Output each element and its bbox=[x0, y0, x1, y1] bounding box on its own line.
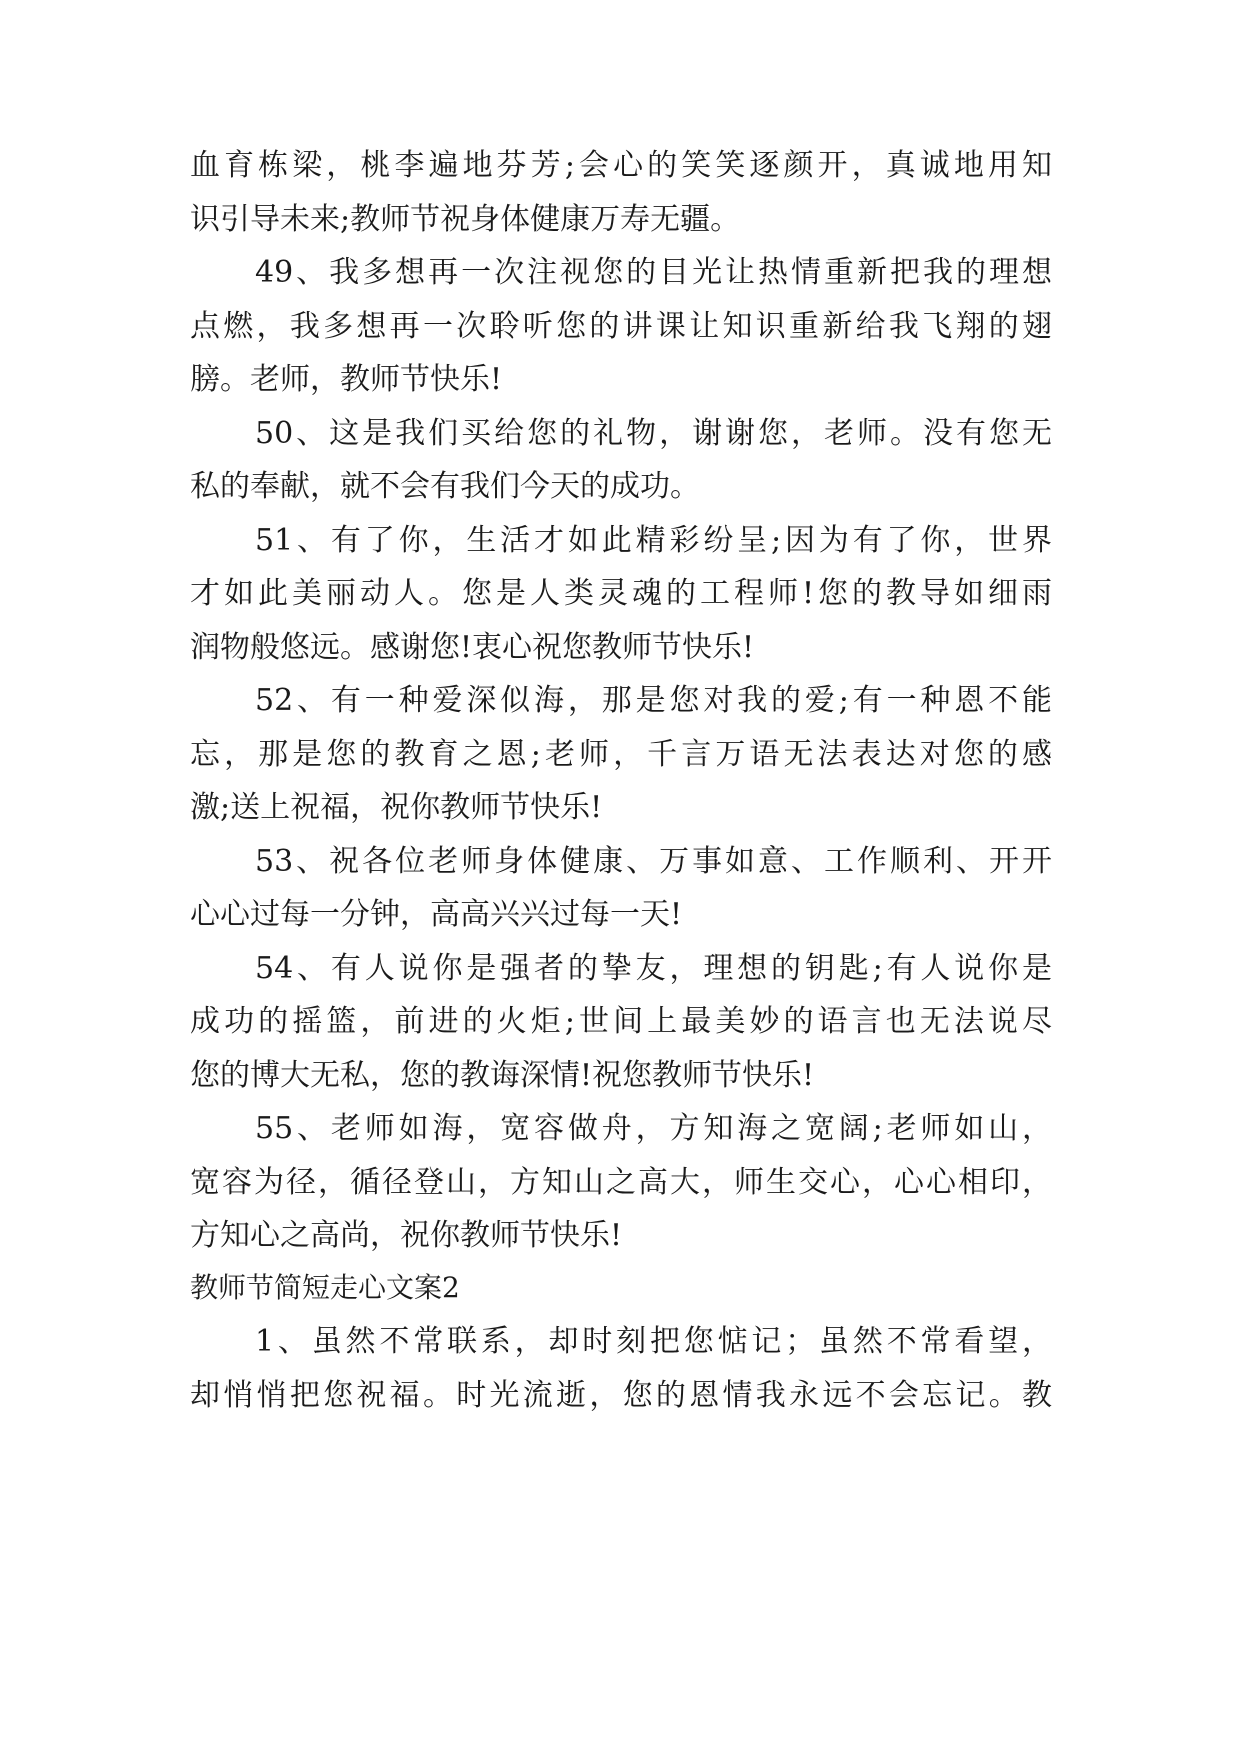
paragraph-first-line: 53、祝各位老师身体健康、万事如意、工作顺利、开开 bbox=[255, 844, 1052, 879]
text-line: 宽容为径，循径登山，方知山之高大，师生交心，心心相印， bbox=[190, 1165, 1052, 1200]
text-line: 却悄悄把您祝福。时光流逝，您的恩情我永远不会忘记。教 bbox=[190, 1378, 1052, 1413]
text-line: 成功的摇篮，前进的火炬;世间上最美妙的语言也无法说尽 bbox=[190, 1004, 1052, 1039]
paragraph-first-line: 50、这是我们买给您的礼物，谢谢您，老师。没有您无 bbox=[255, 416, 1052, 451]
text-line: 膀。老师，教师节快乐! bbox=[190, 362, 503, 397]
paragraph-first-line: 55、老师如海，宽容做舟，方知海之宽阔;老师如山， bbox=[255, 1111, 1052, 1146]
text-line: 您的博大无私，您的教诲深情!祝您教师节快乐! bbox=[190, 1058, 815, 1093]
text-line: 识引导未来;教师节祝身体健康万寿无疆。 bbox=[190, 202, 741, 237]
paragraph-first-line: 54、有人说你是强者的挚友，理想的钥匙;有人说你是 bbox=[255, 951, 1052, 986]
paragraph-first-line: 51、有了你，生活才如此精彩纷呈;因为有了你，世界 bbox=[255, 523, 1052, 558]
paragraph-first-line: 49、我多想再一次注视您的目光让热情重新把我的理想 bbox=[255, 255, 1052, 290]
text-line: 方知心之高尚，祝你教师节快乐! bbox=[190, 1218, 623, 1253]
text-line: 激;送上祝福，祝你教师节快乐! bbox=[190, 790, 603, 825]
text-line: 心心过每一分钟，高高兴兴过每一天! bbox=[190, 897, 683, 932]
text-line: 忘，那是您的教育之恩;老师，千言万语无法表达对您的感 bbox=[190, 737, 1052, 772]
text-line: 私的奉献，就不会有我们今天的成功。 bbox=[190, 469, 700, 504]
paragraph-first-line: 1、虽然不常联系，却时刻把您惦记；虽然不常看望， bbox=[255, 1324, 1052, 1359]
section-heading: 教师节简短走心文案2 bbox=[190, 1271, 460, 1304]
text-line: 血育栋梁，桃李遍地芬芳;会心的笑笑逐颜开，真诚地用知 bbox=[190, 148, 1052, 183]
text-line: 润物般悠远。感谢您!衷心祝您教师节快乐! bbox=[190, 630, 755, 665]
text-line: 点燃，我多想再一次聆听您的讲课让知识重新给我飞翔的翅 bbox=[190, 309, 1052, 344]
text-line: 才如此美丽动人。您是人类灵魂的工程师!您的教导如细雨 bbox=[190, 576, 1052, 611]
paragraph-first-line: 52、有一种爱深似海，那是您对我的爱;有一种恩不能 bbox=[255, 683, 1052, 718]
